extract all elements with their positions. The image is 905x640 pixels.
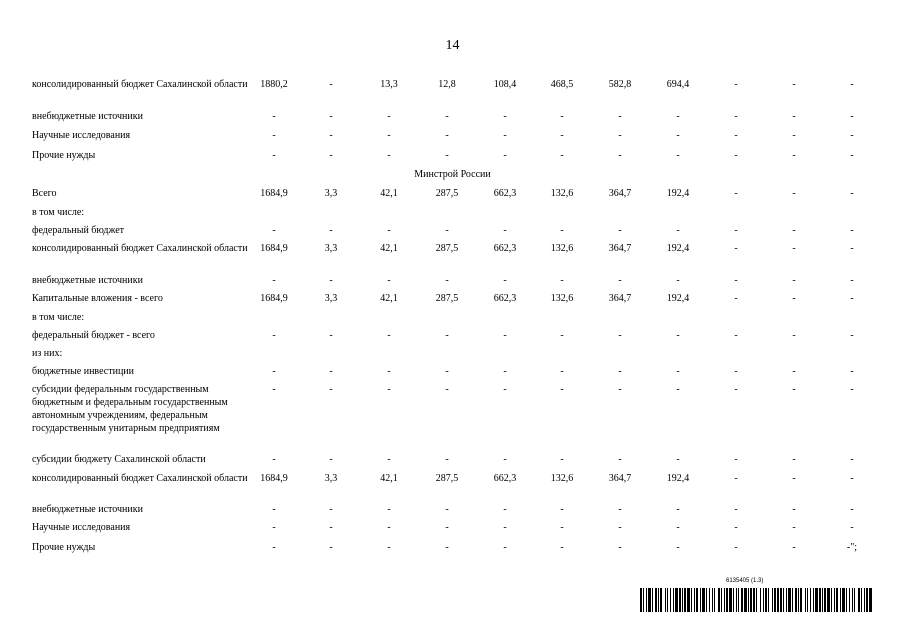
- table-cell: -: [618, 330, 622, 341]
- row-label: бюджетные инвестиции: [32, 366, 135, 377]
- table-cell: -: [734, 243, 738, 254]
- table-cell: -: [560, 454, 564, 465]
- table-cell: -: [792, 79, 796, 90]
- table-cell: 3,3: [324, 243, 338, 254]
- table-cell: 42,1: [380, 188, 398, 199]
- table-cell: -: [618, 111, 622, 122]
- table-cell: -: [850, 473, 854, 484]
- table-cell: -: [734, 366, 738, 377]
- table-cell: 42,1: [380, 473, 398, 484]
- row-label: консолидированный бюджет Сахалинской области: [32, 79, 248, 90]
- table-cell: -: [387, 275, 391, 286]
- table-cell: 364,7: [608, 243, 632, 254]
- table-cell: -: [734, 454, 738, 465]
- table-cell: -: [792, 366, 796, 377]
- table-cell: -: [272, 330, 276, 341]
- table-cell: -: [387, 330, 391, 341]
- table-cell: 582,8: [608, 79, 632, 90]
- table-cell: 42,1: [380, 293, 398, 304]
- row-label: консолидированный бюджет Сахалинской области: [32, 243, 248, 254]
- table-cell: -: [387, 150, 391, 161]
- table-cell: -: [676, 150, 680, 161]
- table-cell: -: [734, 473, 738, 484]
- table-cell: 192,4: [666, 188, 690, 199]
- table-cell: -: [329, 366, 333, 377]
- table-cell: 132,6: [550, 243, 574, 254]
- table-cell: -: [850, 150, 854, 161]
- table-cell: 108,4: [493, 79, 517, 90]
- table-cell: -: [850, 384, 854, 395]
- table-cell: -: [445, 542, 449, 553]
- table-cell: -: [445, 111, 449, 122]
- row-label: консолидированный бюджет Сахалинской области: [32, 473, 248, 484]
- table-cell: -: [503, 150, 507, 161]
- table-cell: -: [445, 504, 449, 515]
- table-cell: -: [503, 384, 507, 395]
- table-cell: 287,5: [435, 243, 459, 254]
- table-cell: -: [618, 384, 622, 395]
- table-cell: -: [792, 384, 796, 395]
- table-cell: -: [618, 150, 622, 161]
- table-cell: -: [387, 504, 391, 515]
- table-cell: -: [618, 522, 622, 533]
- table-cell: 287,5: [435, 188, 459, 199]
- table-cell: -: [618, 366, 622, 377]
- table-cell: -: [850, 454, 854, 465]
- table-cell: -: [503, 130, 507, 141]
- table-cell: -: [850, 275, 854, 286]
- table-cell: -: [272, 225, 276, 236]
- table-cell: 662,3: [493, 188, 517, 199]
- table-cell: -: [329, 454, 333, 465]
- table-cell: 132,6: [550, 473, 574, 484]
- table-cell: 42,1: [380, 243, 398, 254]
- table-cell: -: [676, 330, 680, 341]
- table-cell: -: [618, 542, 622, 553]
- table-cell: -: [329, 111, 333, 122]
- table-cell: -: [445, 522, 449, 533]
- table-cell: -: [676, 542, 680, 553]
- table-cell: 132,6: [550, 188, 574, 199]
- table-cell: -: [850, 293, 854, 304]
- table-cell: -: [329, 79, 333, 90]
- barcode-icon: [640, 588, 872, 612]
- table-cell: -: [676, 454, 680, 465]
- table-cell: -: [850, 522, 854, 533]
- table-cell: -: [792, 454, 796, 465]
- table-cell: -: [503, 366, 507, 377]
- table-cell: -: [560, 111, 564, 122]
- table-cell: 662,3: [493, 243, 517, 254]
- table-cell: -: [850, 225, 854, 236]
- row-label: в том числе:: [32, 207, 85, 218]
- table-cell: -: [272, 111, 276, 122]
- table-cell: -: [792, 330, 796, 341]
- table-cell: -: [560, 366, 564, 377]
- row-label: из них:: [32, 348, 63, 359]
- table-cell: 364,7: [608, 188, 632, 199]
- table-cell: -: [503, 330, 507, 341]
- table-cell: 192,4: [666, 473, 690, 484]
- table-cell: -: [387, 522, 391, 533]
- table-cell: 468,5: [550, 79, 574, 90]
- table-cell: -: [503, 275, 507, 286]
- table-cell: -: [850, 366, 854, 377]
- row-label: субсидии бюджету Сахалинской области: [32, 454, 206, 465]
- row-label: федеральный бюджет: [32, 225, 125, 236]
- table-cell: -: [387, 366, 391, 377]
- table-cell: 3,3: [324, 293, 338, 304]
- table-cell: -: [618, 225, 622, 236]
- table-cell: -: [618, 504, 622, 515]
- row-label: Всего: [32, 188, 57, 199]
- table-cell: -: [676, 522, 680, 533]
- row-label: внебюджетные источники: [32, 275, 143, 286]
- table-cell: -: [445, 366, 449, 377]
- table-cell: 3,3: [324, 188, 338, 199]
- table-cell: -: [272, 522, 276, 533]
- table-cell: 1684,9: [260, 188, 288, 199]
- table-cell: -: [734, 330, 738, 341]
- table-cell: -: [560, 384, 564, 395]
- table-cell: -: [329, 522, 333, 533]
- table-cell: -: [850, 243, 854, 254]
- table-cell: -: [387, 454, 391, 465]
- table-cell: -: [676, 275, 680, 286]
- table-cell: -: [272, 542, 276, 553]
- table-cell: -: [329, 150, 333, 161]
- table-cell: 1684,9: [260, 243, 288, 254]
- table-cell: -: [445, 130, 449, 141]
- table-cell: -: [503, 542, 507, 553]
- table-cell: -: [329, 275, 333, 286]
- table-cell: -: [272, 130, 276, 141]
- table-cell: -: [387, 384, 391, 395]
- table-cell: -: [734, 188, 738, 199]
- table-cell: -: [792, 225, 796, 236]
- row-label: Научные исследования: [32, 130, 131, 141]
- table-cell: -: [272, 366, 276, 377]
- table-cell: -: [560, 504, 564, 515]
- table-cell: -: [560, 130, 564, 141]
- table-cell: 3,3: [324, 473, 338, 484]
- barcode-caption: 6135405 (1.3): [726, 578, 764, 584]
- row-label: федеральный бюджет - всего: [32, 330, 155, 341]
- table-cell: -: [560, 330, 564, 341]
- table-cell: -: [792, 542, 796, 553]
- table-cell: -: [618, 130, 622, 141]
- table-cell: 662,3: [493, 473, 517, 484]
- row-label: субсидии федеральным государственным бюджетным и федеральным государственным автономным учреждениям, федеральным государственным унитарным предприятиям: [32, 384, 228, 434]
- table-cell: -: [734, 384, 738, 395]
- table-cell: -: [734, 150, 738, 161]
- table-cell: -: [329, 330, 333, 341]
- table-cell: -: [329, 384, 333, 395]
- table-cell: -: [792, 504, 796, 515]
- table-cell: -: [387, 130, 391, 141]
- table-cell: 662,3: [493, 293, 517, 304]
- table-cell: -: [792, 111, 796, 122]
- table-cell: -: [445, 225, 449, 236]
- table-cell: -: [734, 275, 738, 286]
- table-cell: -: [445, 330, 449, 341]
- table-cell: -: [329, 504, 333, 515]
- row-label: Научные исследования: [32, 522, 131, 533]
- row-label: в том числе:: [32, 312, 85, 323]
- table-cell: -: [387, 542, 391, 553]
- table-cell: -: [676, 504, 680, 515]
- table-cell: -: [734, 542, 738, 553]
- barcode: [640, 578, 872, 612]
- table-cell: -: [676, 384, 680, 395]
- table-cell: -: [618, 454, 622, 465]
- table-cell: -: [734, 111, 738, 122]
- row-label: Капитальные вложения - всего: [32, 293, 163, 304]
- table-cell: -: [272, 504, 276, 515]
- table-cell: -: [734, 522, 738, 533]
- table-cell: -: [676, 225, 680, 236]
- table-cell: -: [792, 243, 796, 254]
- table-cell: -: [503, 454, 507, 465]
- table-cell: 12,8: [438, 79, 456, 90]
- table-cell: 364,7: [608, 473, 632, 484]
- closing-mark: -";: [846, 542, 858, 553]
- table-cell: -: [734, 293, 738, 304]
- table-cell: 1684,9: [260, 473, 288, 484]
- table-cell: -: [272, 384, 276, 395]
- table-cell: -: [792, 293, 796, 304]
- table-cell: 1880,2: [260, 79, 288, 90]
- table-cell: 192,4: [666, 243, 690, 254]
- table-cell: 1684,9: [260, 293, 288, 304]
- row-label: Прочие нужды: [32, 150, 96, 161]
- section-header-minstroy: Минстрой России: [414, 169, 491, 180]
- table-cell: -: [618, 275, 622, 286]
- table-cell: -: [503, 504, 507, 515]
- table-cell: -: [503, 225, 507, 236]
- table-cell: -: [792, 188, 796, 199]
- table-cell: -: [734, 79, 738, 90]
- table-cell: 192,4: [666, 293, 690, 304]
- table-cell: -: [734, 130, 738, 141]
- table-cell: 694,4: [666, 79, 690, 90]
- table-cell: -: [329, 130, 333, 141]
- table-cell: -: [850, 79, 854, 90]
- table-cell: -: [560, 225, 564, 236]
- table-cell: -: [272, 454, 276, 465]
- table-cell: -: [792, 522, 796, 533]
- table-cell: 287,5: [435, 293, 459, 304]
- table-cell: -: [272, 150, 276, 161]
- table-cell: -: [560, 522, 564, 533]
- table-cell: -: [503, 111, 507, 122]
- table-cell: -: [850, 504, 854, 515]
- table-cell: 364,7: [608, 293, 632, 304]
- table-cell: -: [445, 384, 449, 395]
- table-cell: -: [792, 275, 796, 286]
- page-number: 14: [445, 38, 460, 53]
- table-cell: -: [329, 225, 333, 236]
- row-label: внебюджетные источники: [32, 504, 143, 515]
- table-cell: -: [676, 111, 680, 122]
- table-cell: -: [850, 111, 854, 122]
- row-label: Прочие нужды: [32, 542, 96, 553]
- table-cell: -: [734, 225, 738, 236]
- table-cell: -: [676, 366, 680, 377]
- row-label: внебюджетные источники: [32, 111, 143, 122]
- table-cell: -: [734, 504, 738, 515]
- table-cell: -: [792, 130, 796, 141]
- table-cell: -: [560, 275, 564, 286]
- table-cell: -: [329, 542, 333, 553]
- table-cell: -: [850, 188, 854, 199]
- table-cell: -: [676, 130, 680, 141]
- table-cell: -: [792, 473, 796, 484]
- table-cell: -: [560, 542, 564, 553]
- table-cell: -: [387, 111, 391, 122]
- table-cell: -: [850, 130, 854, 141]
- table-cell: -: [445, 454, 449, 465]
- table-cell: -: [445, 275, 449, 286]
- table-cell: -: [387, 225, 391, 236]
- table-cell: 13,3: [380, 79, 398, 90]
- table-cell: -: [445, 150, 449, 161]
- table-cell: 287,5: [435, 473, 459, 484]
- table-cell: -: [503, 522, 507, 533]
- table-cell: -: [272, 275, 276, 286]
- table-cell: -: [560, 150, 564, 161]
- table-cell: 132,6: [550, 293, 574, 304]
- table-cell: -: [792, 150, 796, 161]
- table-cell: -: [850, 330, 854, 341]
